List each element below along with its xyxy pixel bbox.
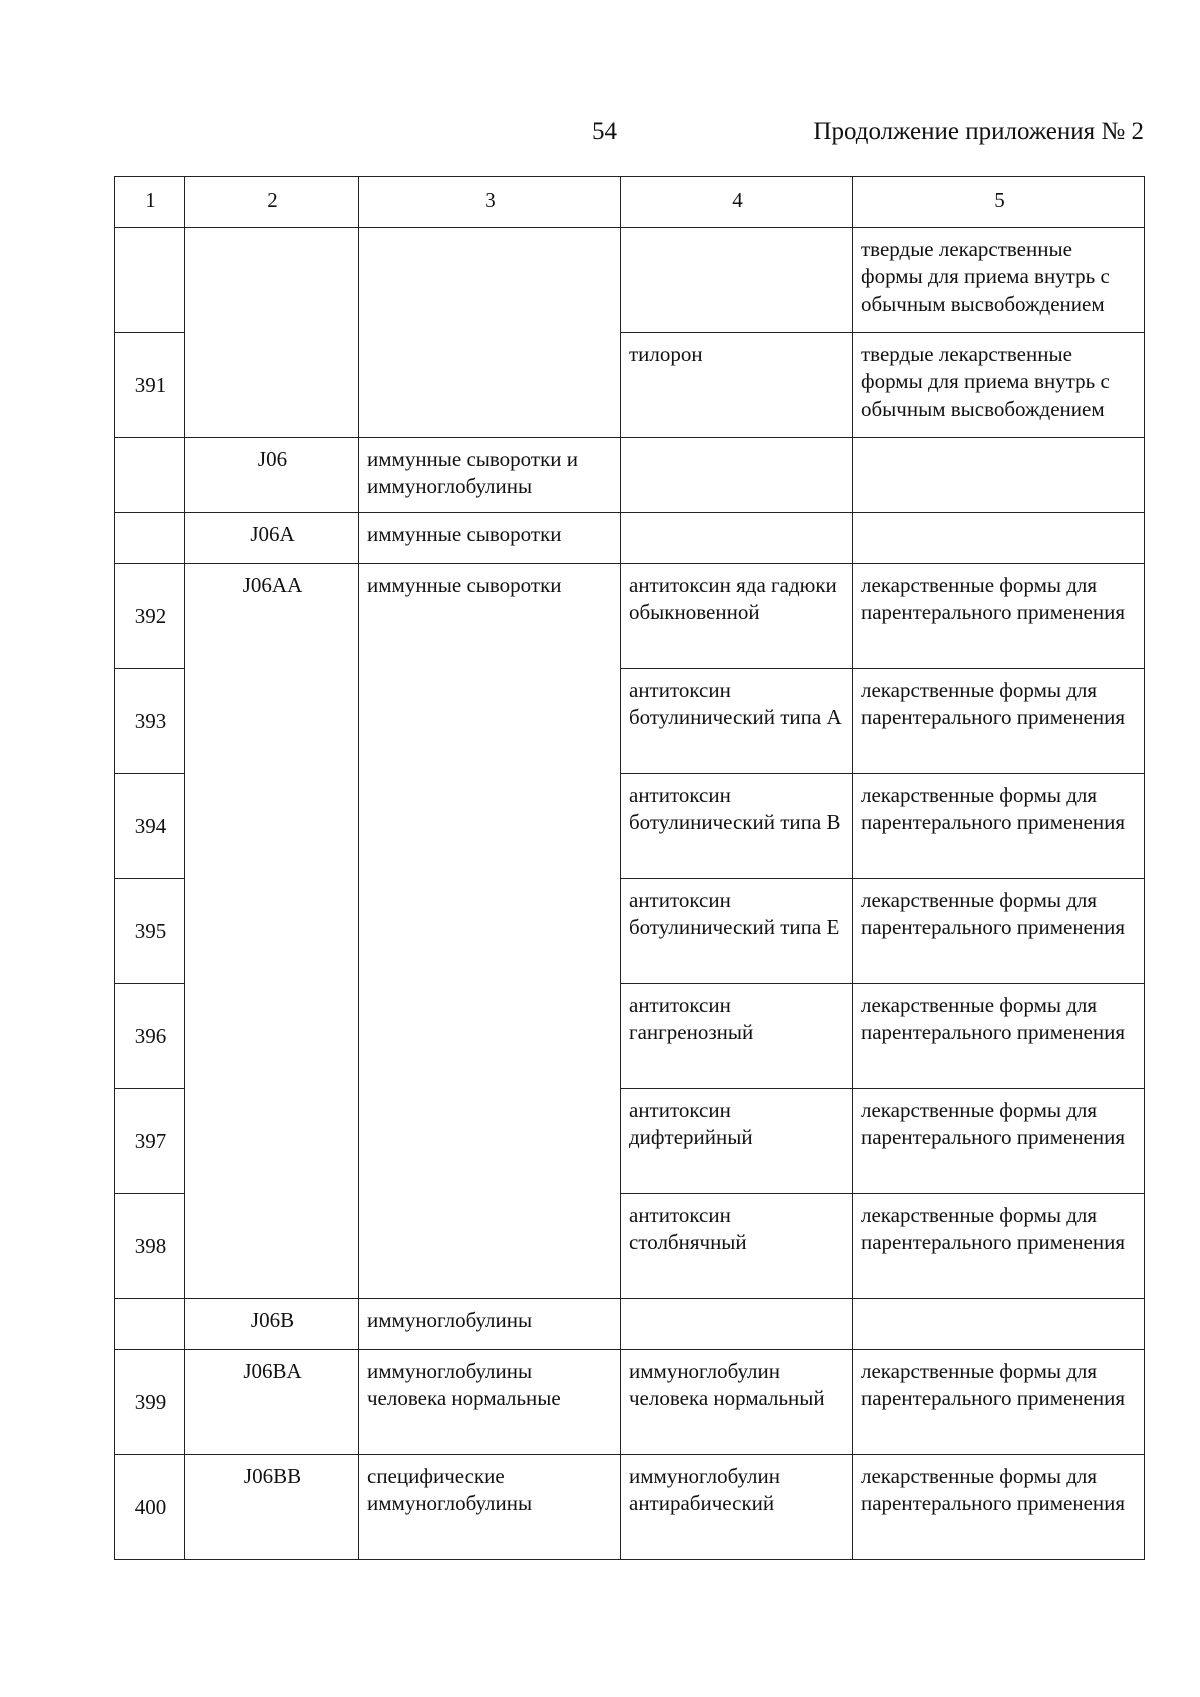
row-code: J06B — [185, 1299, 359, 1350]
row-drug: антитоксин гангренозный — [621, 984, 853, 1089]
column-header-1: 1 — [115, 177, 185, 228]
row-number — [115, 513, 185, 564]
row-form: лекарственные формы для парентерального применения — [853, 984, 1145, 1089]
row-number: 398 — [115, 1194, 185, 1299]
table-row — [115, 438, 1145, 513]
row-number: 399 — [115, 1350, 185, 1455]
row-form — [853, 513, 1145, 564]
row-number: 392 — [115, 564, 185, 669]
row-drug — [621, 228, 853, 333]
document-table — [114, 176, 1145, 1560]
row-number: 395 — [115, 879, 185, 984]
table-header-row — [115, 177, 1145, 228]
row-code — [185, 228, 359, 438]
row-code: J06BB — [185, 1455, 359, 1560]
row-drug — [621, 513, 853, 564]
row-drug: иммуноглобулин человека нормальный — [621, 1350, 853, 1455]
table-row — [115, 564, 1145, 669]
row-number: 394 — [115, 774, 185, 879]
row-form: лекарственные формы для парентерального применения — [853, 774, 1145, 879]
row-drug — [621, 1299, 853, 1350]
row-group — [359, 228, 621, 438]
column-header-3: 3 — [359, 177, 621, 228]
row-form: лекарственные формы для парентерального применения — [853, 1455, 1145, 1560]
row-drug: антитоксин столбнячный — [621, 1194, 853, 1299]
row-form — [853, 1299, 1145, 1350]
row-drug: антитоксин ботулинический типа В — [621, 774, 853, 879]
column-header-2: 2 — [185, 177, 359, 228]
column-header-5: 5 — [853, 177, 1145, 228]
row-code: J06A — [185, 513, 359, 564]
table-row — [115, 513, 1145, 564]
row-number: 396 — [115, 984, 185, 1089]
row-code: J06 — [185, 438, 359, 513]
table-row — [115, 228, 1145, 333]
row-code: J06BA — [185, 1350, 359, 1455]
row-group: иммунные сыворотки — [359, 564, 621, 1299]
row-drug — [621, 438, 853, 513]
row-form: твердые лекарственные формы для приема внутрь с обычным высвобождением — [853, 228, 1145, 333]
row-number: 397 — [115, 1089, 185, 1194]
row-drug: антитоксин ботулинический типа А — [621, 669, 853, 774]
row-form: лекарственные формы для парентерального применения — [853, 1350, 1145, 1455]
row-drug: антитоксин яда гадюки обыкновенной — [621, 564, 853, 669]
row-group: иммуноглобулины — [359, 1299, 621, 1350]
row-group: иммунные сыворотки — [359, 513, 621, 564]
row-number — [115, 228, 185, 333]
row-form: лекарственные формы для парентерального применения — [853, 669, 1145, 774]
row-group: иммунные сыворотки и иммуноглобулины — [359, 438, 621, 513]
column-header-4: 4 — [621, 177, 853, 228]
row-code: J06AA — [185, 564, 359, 1299]
row-drug: антитоксин дифтерийный — [621, 1089, 853, 1194]
row-drug: иммуноглобулин антирабический — [621, 1455, 853, 1560]
row-number — [115, 1299, 185, 1350]
row-drug: тилорон — [621, 333, 853, 438]
row-form — [853, 438, 1145, 513]
row-form: лекарственные формы для парентерального применения — [853, 879, 1145, 984]
row-form: лекарственные формы для парентерального применения — [853, 1194, 1145, 1299]
row-number: 400 — [115, 1455, 185, 1560]
table-row — [115, 1299, 1145, 1350]
row-drug: антитоксин ботулинический типа Е — [621, 879, 853, 984]
table-row — [115, 1350, 1145, 1455]
page-number: 54 — [592, 118, 617, 145]
row-number — [115, 438, 185, 513]
row-number: 393 — [115, 669, 185, 774]
table-row — [115, 1455, 1145, 1560]
page-caption: Продолжение приложения № 2 — [813, 118, 1144, 145]
row-form: лекарственные формы для парентерального применения — [853, 1089, 1145, 1194]
row-number: 391 — [115, 333, 185, 438]
row-group: иммуноглобулины человека нормальные — [359, 1350, 621, 1455]
row-form: лекарственные формы для парентерального применения — [853, 564, 1145, 669]
row-form: твердые лекарственные формы для приема внутрь с обычным высвобождением — [853, 333, 1145, 438]
row-group: специфические иммуноглобулины — [359, 1455, 621, 1560]
